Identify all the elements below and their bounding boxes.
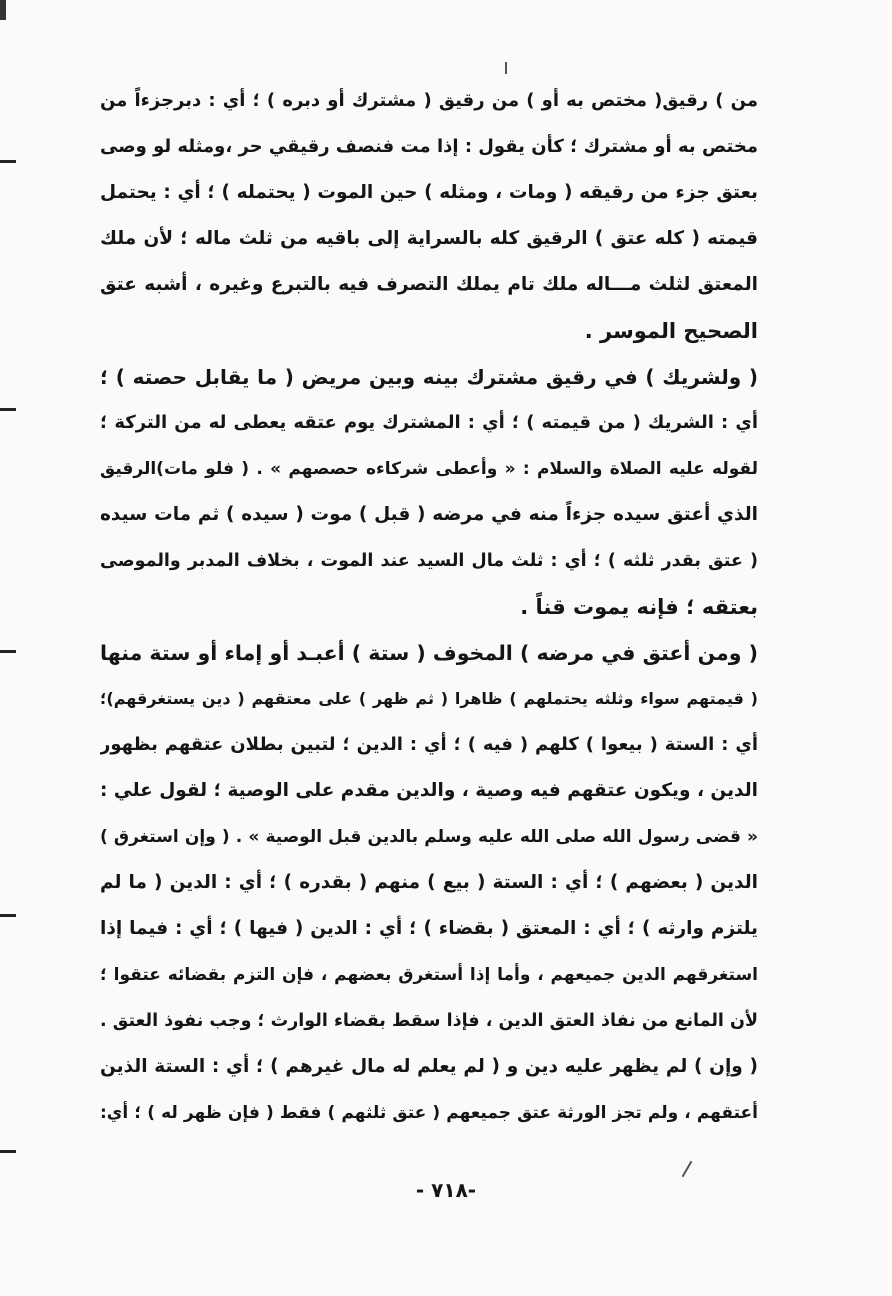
- text-line: ( ولشريك ) في رقيق مشترك بينه وبين مريض ( ما يقابل حصته ) ؛: [100, 365, 758, 389]
- text-line: أي : الستة ( بيعوا ) كلهم ( فيه ) ؛ أي : الدين ؛ لتبين بطلان عتقهم بظهور: [100, 734, 758, 755]
- body-text: [100, 78, 758, 1136]
- text-line: ( وإن ) لم يظهر عليه دين و ( لم يعلم له مال غيرهم ) ؛ أي : الستة الذين: [100, 1056, 758, 1077]
- text-line: بعتق جزء من رقيقه ( ومات ، ومثله ) حين الموت ( يحتمله ) ؛ أي : يحتمل: [100, 182, 758, 203]
- text-line: لقوله عليه الصلاة والسلام : « وأعطى شركاءه حصصهم » . ( فلو مات)الرقيق: [100, 459, 758, 479]
- text-line: ( ومن أعتق في مرضه ) المخوف ( ستة ) أعبـد أو إماء أو ستة منها: [100, 641, 758, 665]
- text-line: المعتق لثلث مـــاله ملك تام يملك التصرف فيه بالتبرع وغيره ، أشبه عتق: [100, 274, 758, 295]
- text-line: « قضى رسول الله صلى الله عليه وسلم بالدين قبل الوصية » . ( وإن استغرق ): [100, 827, 758, 847]
- text-line: ( قيمتهم سواء وثلثه يحتملهم ) ظاهرا ( ثم ظهر ) على معتقهم ( دين يستغرقهم)؛: [100, 689, 758, 708]
- margin-tick: [0, 650, 16, 653]
- text-line: يلتزم وارثه ) ؛ أي : المعتق ( بقضاء ) ؛ أي : الدين ( فيها ) ؛ أي : فيما إذا: [100, 918, 758, 939]
- text-line: من ) رقيق( مختص به أو ) من رقيق ( مشترك أو دبره ) ؛ أي : دبرجزءاً من: [100, 90, 758, 111]
- margin-tick: [0, 914, 16, 917]
- text-line: أعتقهم ، ولم تجز الورثة عتق جميعهم ( عتق ثلثهم ) فقط ( فإن ظهر له ) ؛ أي:: [100, 1103, 758, 1123]
- margin-tick: [0, 408, 16, 411]
- text-line: مختص به أو مشترك ؛ كأن يقول : إذا مت فنصف رقيقي حر ،ومثله لو وصى: [100, 136, 758, 157]
- text-line: الذي أعتق سيده جزءاً منه في مرضه ( قبل ) موت ( سيده ) ثم مات سيده: [100, 504, 758, 525]
- scan-speck: [682, 1161, 693, 1178]
- scan-edge-mark: [0, 0, 6, 20]
- text-line: الصحيح الموسر .: [584, 319, 758, 343]
- text-line: ( عتق بقدر ثلثه ) ؛ أي : ثلث مال السيد عند الموت ، بخلاف المدبر والموصى: [100, 551, 758, 571]
- text-line: الدين ، ويكون عتقهم فيه وصية ، والدين مقدم على الوصية ؛ لقول علي :: [100, 780, 758, 801]
- text-line: بعتقه ؛ فإنه يموت قناً .: [520, 595, 758, 619]
- margin-tick: [0, 1150, 16, 1153]
- scan-speck: [505, 62, 507, 74]
- text-line: قيمته ( كله عتق ) الرقيق كله بالسراية إلى باقيه من ثلث ماله ؛ لأن ملك: [100, 228, 758, 249]
- text-line: أي : الشريك ( من قيمته ) ؛ أي : المشترك يوم عتقه يعطى له من التركة ؛: [100, 412, 758, 433]
- text-line: لأن المانع من نفاذ العتق الدين ، فإذا سقط بقضاء الوارث ؛ وجب نفوذ العتق .: [100, 1011, 758, 1031]
- margin-tick: [0, 160, 16, 163]
- text-line: الدين ( بعضهم ) ؛ أي : الستة ( بيع ) منهم ( بقدره ) ؛ أي : الدين ( ما لم: [100, 872, 758, 893]
- text-line: استغرقهم الدين جميعهم ، وأما إذا أستغرق بعضهم ، فإن التزم بقضائه عتقوا ؛: [100, 965, 758, 985]
- page-number: -٧١٨ -: [415, 1178, 477, 1202]
